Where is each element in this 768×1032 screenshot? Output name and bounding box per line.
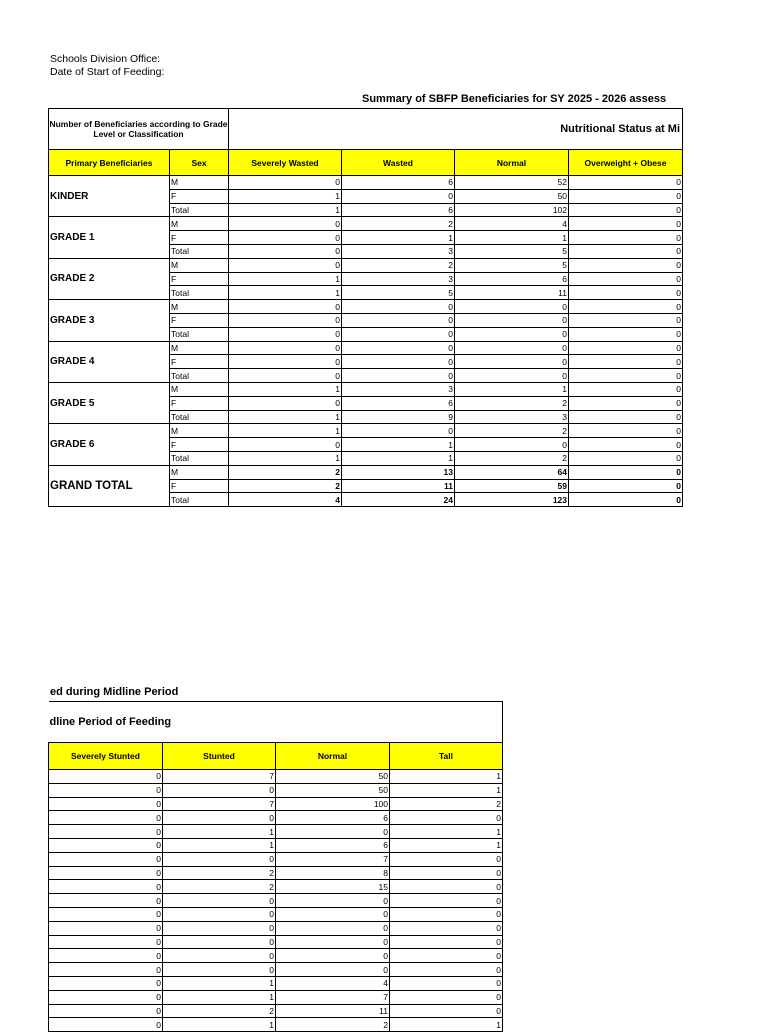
value-cell: 0: [163, 811, 276, 825]
value-cell: 6: [342, 176, 455, 190]
col-primary-beneficiaries: Primary Beneficiaries: [49, 150, 170, 176]
value-cell: 0: [390, 976, 503, 990]
beneficiaries-table: [48, 108, 683, 507]
value-cell: 0: [390, 866, 503, 880]
date-of-start-of-feeding-label: Date of Start of Feeding:: [50, 66, 165, 78]
value-cell: 7: [276, 852, 390, 866]
value-cell: 2: [163, 880, 276, 894]
value-cell: 0: [455, 355, 569, 369]
value-cell: 5: [455, 258, 569, 272]
value-cell: 1: [455, 382, 569, 396]
table-row: [49, 963, 503, 977]
value-cell: 0: [455, 300, 569, 314]
value-cell: 0: [163, 949, 276, 963]
table-row: [49, 258, 683, 272]
table-row: [49, 811, 503, 825]
value-cell: 11: [455, 286, 569, 300]
value-cell: 0: [342, 313, 455, 327]
sex-cell: Total: [170, 203, 229, 217]
value-cell: 5: [455, 244, 569, 258]
value-cell: 0: [390, 949, 503, 963]
value-cell: 0: [163, 921, 276, 935]
value-cell: 0: [49, 825, 163, 839]
sex-cell: M: [170, 176, 229, 190]
value-cell: 0: [569, 438, 683, 452]
sex-cell: M: [170, 258, 229, 272]
value-cell: 1: [163, 838, 276, 852]
sex-cell: Total: [170, 244, 229, 258]
table-row: [49, 341, 683, 355]
value-cell: 0: [229, 438, 342, 452]
table1-region: [0, 0, 684, 520]
value-cell: 0: [455, 341, 569, 355]
value-cell: 0: [49, 976, 163, 990]
sex-cell: Total: [170, 451, 229, 465]
col-normal-height: Normal: [276, 743, 390, 770]
table-row: [49, 783, 503, 797]
value-cell: 24: [342, 493, 455, 507]
value-cell: 0: [49, 770, 163, 784]
value-cell: 1: [229, 424, 342, 438]
value-cell: 2: [455, 451, 569, 465]
value-cell: 0: [276, 963, 390, 977]
value-cell: 0: [569, 258, 683, 272]
grade-classification-header: Number of Beneficiaries according to Grade Level or Classification: [49, 109, 229, 150]
value-cell: 0: [569, 189, 683, 203]
value-cell: 0: [49, 797, 163, 811]
value-cell: 1: [229, 382, 342, 396]
value-cell: 2: [276, 1018, 390, 1032]
value-cell: 4: [229, 493, 342, 507]
value-cell: 1: [342, 451, 455, 465]
value-cell: 1: [229, 189, 342, 203]
value-cell: 1: [342, 438, 455, 452]
table-row: [49, 894, 503, 908]
sex-cell: F: [170, 313, 229, 327]
value-cell: 0: [49, 990, 163, 1004]
table-row: [49, 880, 503, 894]
value-cell: 7: [276, 990, 390, 1004]
grade-label: KINDER: [49, 176, 170, 217]
sex-cell: M: [170, 217, 229, 231]
value-cell: 7: [163, 797, 276, 811]
value-cell: 0: [163, 894, 276, 908]
value-cell: 0: [276, 949, 390, 963]
value-cell: 0: [390, 852, 503, 866]
value-cell: 0: [569, 327, 683, 341]
value-cell: 1: [229, 410, 342, 424]
col-tall: Tall: [390, 743, 503, 770]
value-cell: 0: [569, 176, 683, 190]
value-cell: 1: [390, 1018, 503, 1032]
value-cell: 0: [455, 438, 569, 452]
value-cell: 0: [569, 313, 683, 327]
sex-cell: F: [170, 396, 229, 410]
value-cell: 1: [229, 286, 342, 300]
sex-cell: Total: [170, 286, 229, 300]
sex-cell: M: [170, 424, 229, 438]
value-cell: 0: [390, 921, 503, 935]
value-cell: 6: [342, 396, 455, 410]
sex-cell: Total: [170, 493, 229, 507]
value-cell: 0: [569, 493, 683, 507]
value-cell: 100: [276, 797, 390, 811]
table-row: [49, 990, 503, 1004]
table-row: [49, 825, 503, 839]
value-cell: 0: [49, 894, 163, 908]
value-cell: 0: [342, 355, 455, 369]
value-cell: 102: [455, 203, 569, 217]
table-row: [49, 424, 683, 438]
value-cell: 0: [569, 231, 683, 245]
table-row: [49, 852, 503, 866]
value-cell: 0: [49, 935, 163, 949]
value-cell: 0: [390, 1004, 503, 1018]
value-cell: 0: [569, 410, 683, 424]
value-cell: 3: [455, 410, 569, 424]
sex-cell: Total: [170, 410, 229, 424]
value-cell: 2: [455, 424, 569, 438]
value-cell: 0: [229, 327, 342, 341]
sex-cell: Total: [170, 369, 229, 383]
value-cell: 0: [229, 300, 342, 314]
value-cell: 0: [49, 921, 163, 935]
table-row: [49, 176, 683, 190]
value-cell: 1: [342, 231, 455, 245]
value-cell: 0: [569, 479, 683, 493]
value-cell: 3: [342, 244, 455, 258]
schools-division-office-label: Schools Division Office:: [50, 53, 161, 65]
value-cell: 0: [569, 465, 683, 479]
value-cell: 0: [569, 396, 683, 410]
sex-cell: F: [170, 231, 229, 245]
value-cell: 2: [342, 217, 455, 231]
grade-label: GRADE 2: [49, 258, 170, 299]
table-row: [49, 217, 683, 231]
value-cell: 0: [163, 935, 276, 949]
value-cell: 1: [229, 203, 342, 217]
value-cell: 0: [49, 866, 163, 880]
value-cell: 0: [276, 935, 390, 949]
value-cell: 0: [390, 963, 503, 977]
table-row: [49, 382, 683, 396]
col-severely-stunted: Severely Stunted: [49, 743, 163, 770]
sex-cell: F: [170, 272, 229, 286]
value-cell: 6: [276, 811, 390, 825]
col-stunted: Stunted: [163, 743, 276, 770]
value-cell: 6: [342, 203, 455, 217]
value-cell: 2: [163, 1004, 276, 1018]
value-cell: 0: [390, 990, 503, 1004]
value-cell: 1: [455, 231, 569, 245]
value-cell: 64: [455, 465, 569, 479]
value-cell: 2: [342, 258, 455, 272]
value-cell: 0: [342, 300, 455, 314]
value-cell: 2: [163, 866, 276, 880]
value-cell: 2: [390, 797, 503, 811]
value-cell: 0: [569, 217, 683, 231]
value-cell: 1: [229, 451, 342, 465]
value-cell: 15: [276, 880, 390, 894]
value-cell: 4: [276, 976, 390, 990]
value-cell: 0: [569, 382, 683, 396]
value-cell: 1: [390, 783, 503, 797]
value-cell: 0: [229, 258, 342, 272]
value-cell: 0: [229, 313, 342, 327]
value-cell: 123: [455, 493, 569, 507]
value-cell: 7: [163, 770, 276, 784]
value-cell: 2: [229, 465, 342, 479]
value-cell: 0: [229, 217, 342, 231]
sex-cell: M: [170, 465, 229, 479]
sex-cell: F: [170, 189, 229, 203]
value-cell: 0: [569, 272, 683, 286]
grade-label: GRADE 5: [49, 382, 170, 423]
value-cell: 0: [276, 894, 390, 908]
value-cell: 0: [163, 963, 276, 977]
value-cell: 0: [49, 1004, 163, 1018]
midline-status-header: dline Period of Feeding: [49, 702, 503, 743]
value-cell: 0: [49, 811, 163, 825]
value-cell: 2: [229, 479, 342, 493]
table-row: [49, 935, 503, 949]
value-cell: 13: [342, 465, 455, 479]
value-cell: 0: [390, 811, 503, 825]
value-cell: 1: [390, 838, 503, 852]
sex-cell: F: [170, 479, 229, 493]
value-cell: 0: [390, 907, 503, 921]
value-cell: 0: [390, 935, 503, 949]
table-row: [49, 866, 503, 880]
value-cell: 0: [229, 176, 342, 190]
grade-label: GRADE 3: [49, 300, 170, 341]
value-cell: 0: [49, 949, 163, 963]
value-cell: 0: [455, 369, 569, 383]
table-row: [49, 1018, 503, 1032]
table-row: [49, 300, 683, 314]
value-cell: 0: [390, 894, 503, 908]
value-cell: 0: [229, 355, 342, 369]
value-cell: 0: [276, 907, 390, 921]
col-overweight-obese: Overweight + Obese: [569, 150, 683, 176]
table1-title: Summary of SBFP Beneficiaries for SY 2025 - 2026 assess: [362, 93, 667, 105]
value-cell: 0: [569, 341, 683, 355]
table-row: [49, 1004, 503, 1018]
value-cell: 52: [455, 176, 569, 190]
value-cell: 0: [163, 907, 276, 921]
grade-label: GRADE 4: [49, 341, 170, 382]
value-cell: 0: [276, 921, 390, 935]
value-cell: 11: [276, 1004, 390, 1018]
sex-cell: M: [170, 382, 229, 396]
value-cell: 0: [49, 1018, 163, 1032]
table-row: [49, 976, 503, 990]
value-cell: 50: [276, 770, 390, 784]
value-cell: 3: [342, 272, 455, 286]
sex-cell: F: [170, 438, 229, 452]
table-row: [49, 921, 503, 935]
table-row: [49, 949, 503, 963]
value-cell: 0: [569, 244, 683, 258]
value-cell: 0: [229, 396, 342, 410]
value-cell: 50: [276, 783, 390, 797]
value-cell: 0: [342, 369, 455, 383]
sex-cell: F: [170, 355, 229, 369]
value-cell: 59: [455, 479, 569, 493]
value-cell: 0: [229, 369, 342, 383]
col-severely-wasted: Severely Wasted: [229, 150, 342, 176]
value-cell: 0: [342, 327, 455, 341]
value-cell: 5: [342, 286, 455, 300]
value-cell: 0: [342, 341, 455, 355]
value-cell: 0: [229, 341, 342, 355]
value-cell: 0: [229, 244, 342, 258]
col-normal: Normal: [455, 150, 569, 176]
value-cell: 1: [163, 1018, 276, 1032]
value-cell: 50: [455, 189, 569, 203]
value-cell: 1: [163, 976, 276, 990]
value-cell: 1: [229, 272, 342, 286]
value-cell: 0: [229, 231, 342, 245]
value-cell: 0: [49, 783, 163, 797]
value-cell: 0: [163, 852, 276, 866]
value-cell: 0: [569, 300, 683, 314]
value-cell: 0: [569, 286, 683, 300]
sex-cell: M: [170, 341, 229, 355]
col-sex: Sex: [170, 150, 229, 176]
value-cell: 0: [569, 424, 683, 438]
nutritional-status-header: Nutritional Status at Mi: [229, 109, 683, 150]
value-cell: 3: [342, 382, 455, 396]
grade-label: GRADE 1: [49, 217, 170, 258]
value-cell: 2: [455, 396, 569, 410]
value-cell: 0: [455, 313, 569, 327]
value-cell: 1: [163, 990, 276, 1004]
value-cell: 0: [569, 355, 683, 369]
value-cell: 1: [390, 825, 503, 839]
value-cell: 0: [49, 963, 163, 977]
sex-cell: M: [170, 300, 229, 314]
value-cell: 0: [569, 203, 683, 217]
value-cell: 9: [342, 410, 455, 424]
value-cell: 0: [49, 838, 163, 852]
value-cell: 0: [163, 783, 276, 797]
value-cell: 0: [569, 369, 683, 383]
table-row: [49, 907, 503, 921]
table-row: [49, 838, 503, 852]
value-cell: 0: [49, 880, 163, 894]
grade-label: GRADE 6: [49, 424, 170, 465]
value-cell: 0: [276, 825, 390, 839]
sex-cell: Total: [170, 327, 229, 341]
value-cell: 6: [276, 838, 390, 852]
value-cell: 1: [390, 770, 503, 784]
value-cell: 11: [342, 479, 455, 493]
value-cell: 0: [342, 424, 455, 438]
value-cell: 0: [342, 189, 455, 203]
grade-label: GRAND TOTAL: [49, 465, 170, 506]
table-row: [49, 770, 503, 784]
value-cell: 0: [455, 327, 569, 341]
col-wasted: Wasted: [342, 150, 455, 176]
table-row: [49, 797, 503, 811]
stunting-table: [48, 701, 503, 1032]
value-cell: 0: [569, 451, 683, 465]
value-cell: 6: [455, 272, 569, 286]
value-cell: 8: [276, 866, 390, 880]
value-cell: 0: [49, 852, 163, 866]
value-cell: 0: [390, 880, 503, 894]
table2-title: ed during Midline Period: [50, 686, 179, 698]
value-cell: 1: [163, 825, 276, 839]
table-row: [49, 465, 683, 479]
value-cell: 4: [455, 217, 569, 231]
value-cell: 0: [49, 907, 163, 921]
